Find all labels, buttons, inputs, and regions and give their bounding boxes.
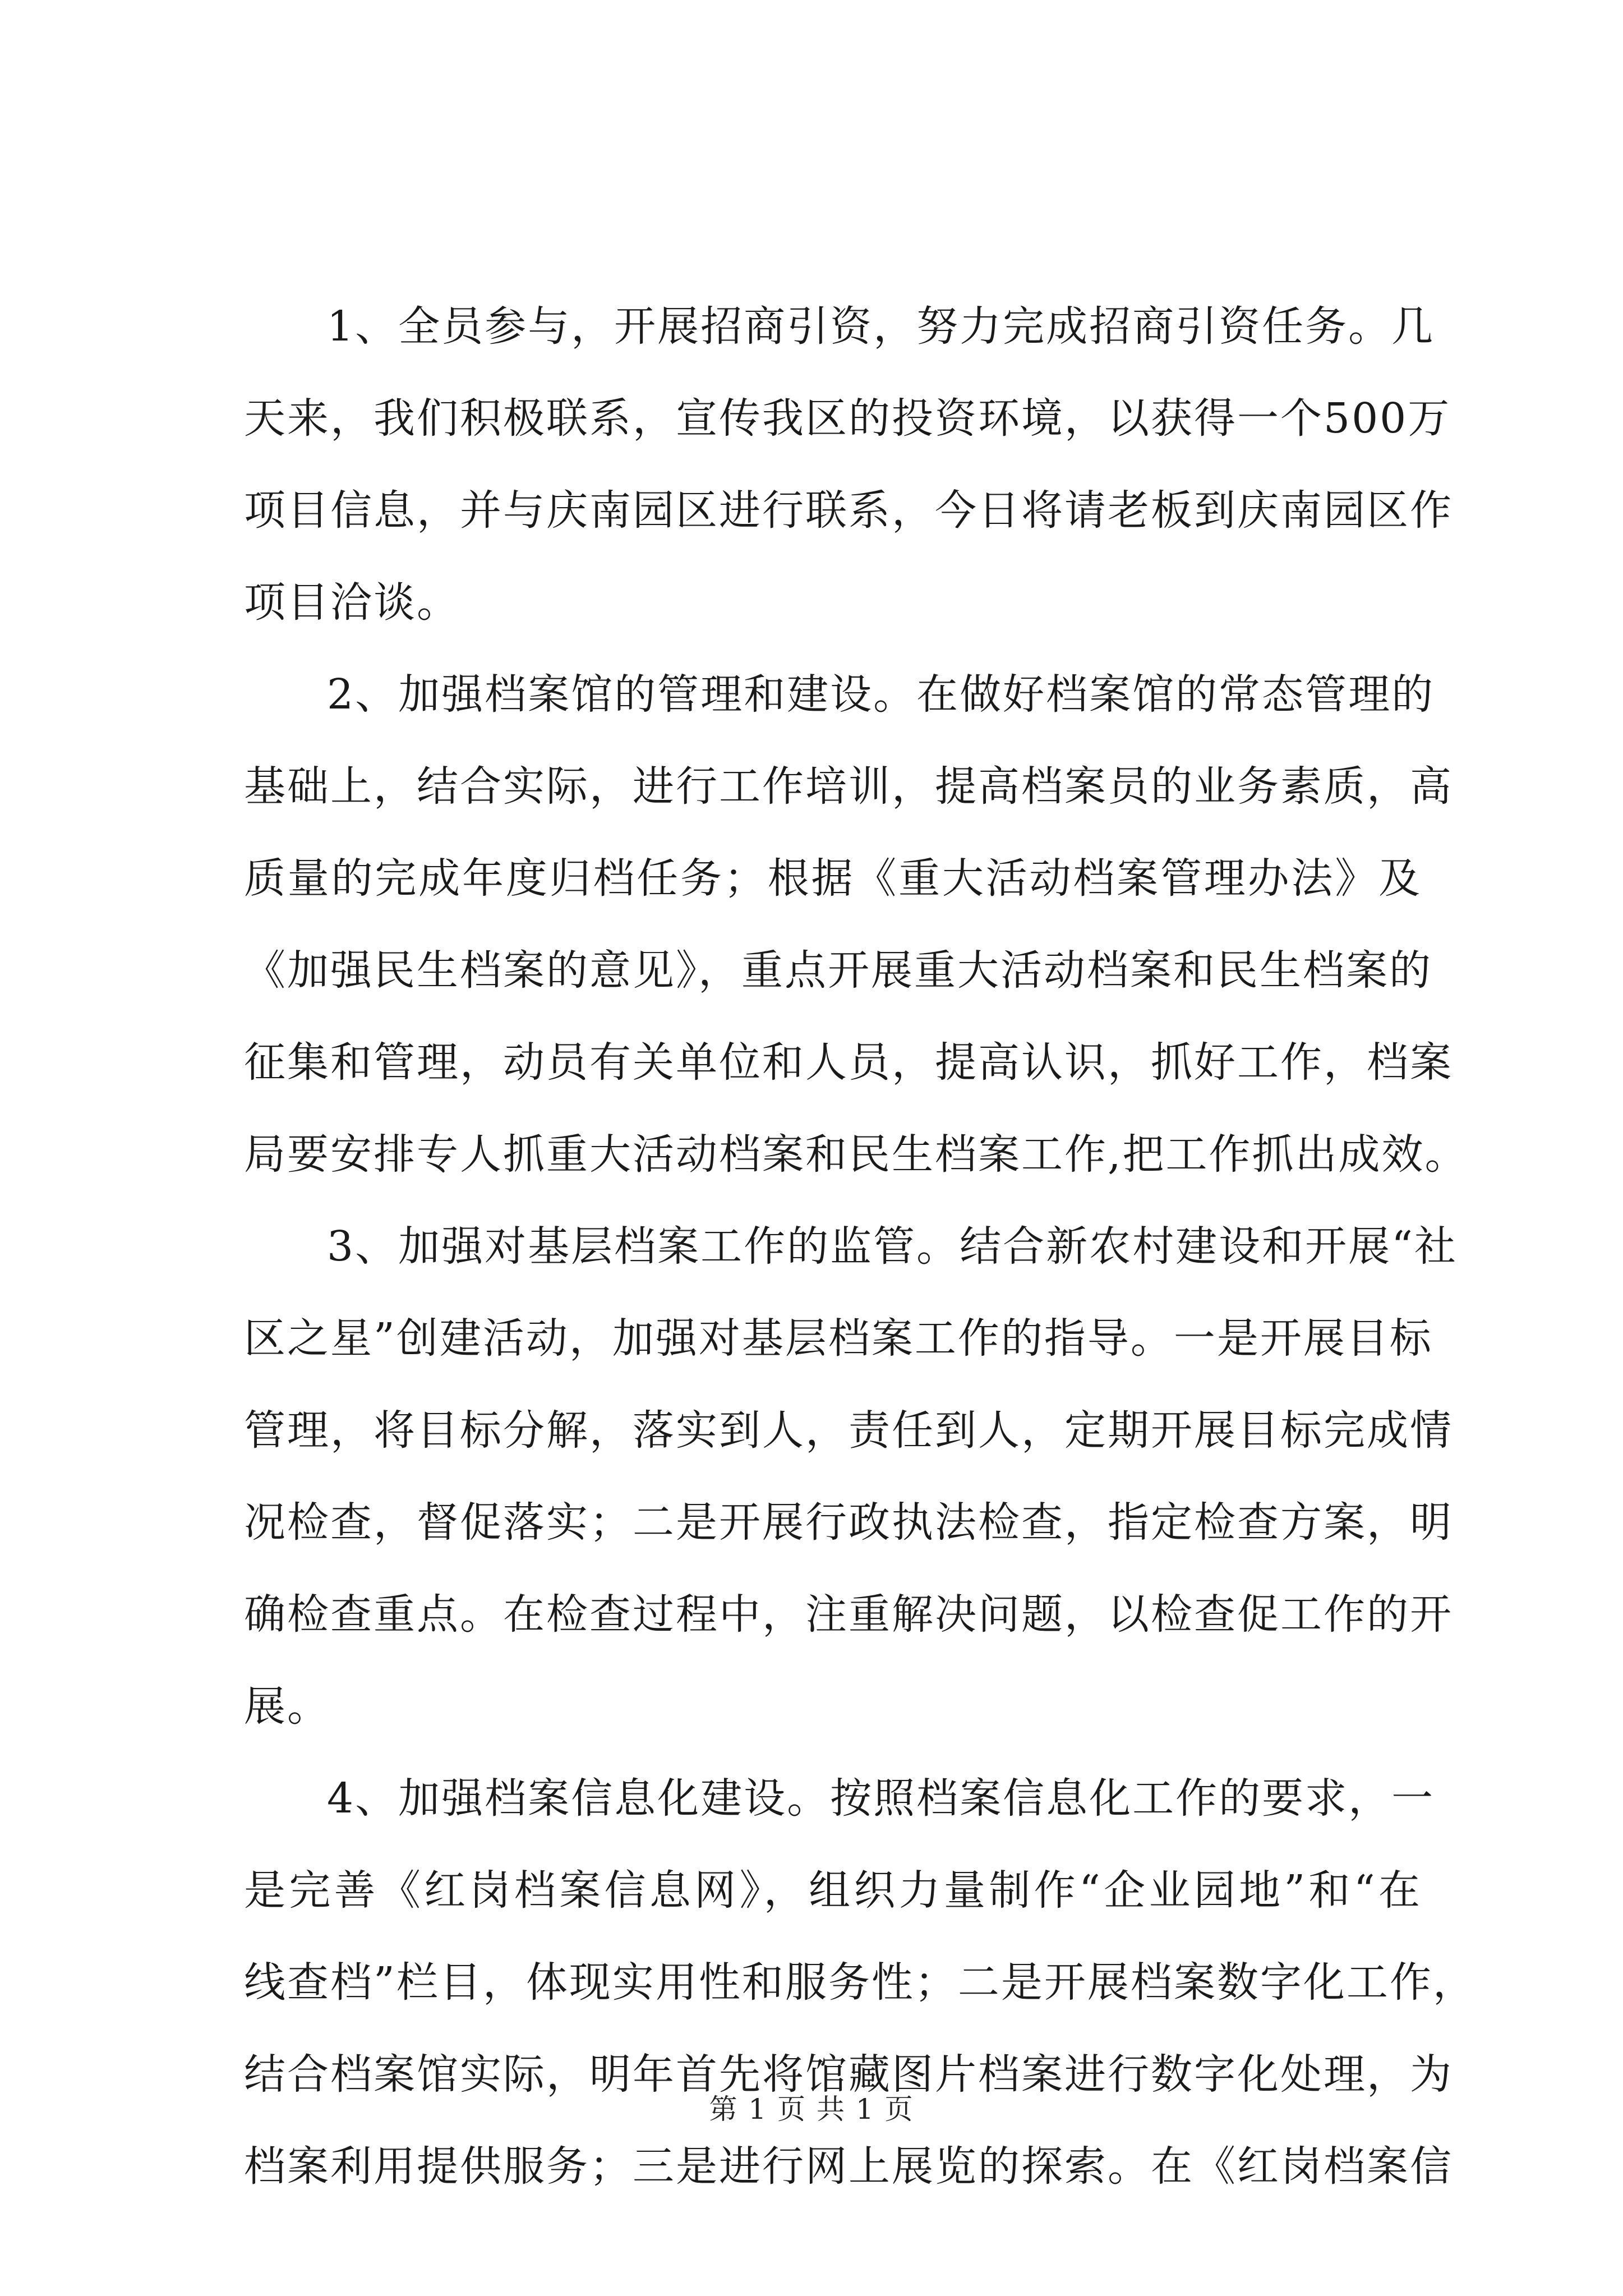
text-line: 4、加强档案信息化建设。按照档案信息化工作的要求，一 — [327, 1774, 1435, 1823]
paragraph-4 — [244, 1752, 1476, 2212]
text-line: 质量的完成年度归档任务；根据《重大活动档案管理办法》及 — [244, 854, 1422, 903]
text-line: 征集和管理，动员有关单位和人员，提高认识，抓好工作，档案 — [244, 1038, 1453, 1087]
text-line: 2、加强档案馆的管理和建设。在做好档案馆的常态管理的 — [327, 670, 1435, 719]
text-line: 项目信息，并与庆南园区进行联系，今日将请老板到庆南园区作 — [244, 486, 1453, 535]
text-line: 结合档案馆实际，明年首先将馆藏图片档案进行数字化处理，为 — [244, 2050, 1453, 2099]
text-line: 局要安排专人抓重大活动档案和民生档案工作,把工作抓出成效。 — [244, 1130, 1468, 1179]
page-footer — [0, 2087, 1623, 2127]
text-line: 《加强民生档案的意见》，重点开展重大活动档案和民生档案的 — [244, 946, 1432, 995]
text-line: 是完善《红岗档案信息网》，组织力量制作“企业园地”和“在 — [244, 1866, 1422, 1915]
text-line: 档案利用提供服务；三是进行网上展览的探索。在《红岗档案信 — [244, 2142, 1453, 2191]
paragraph-3 — [244, 1200, 1458, 1752]
paragraph-1 — [244, 280, 1453, 648]
text-line: 3、加强对基层档案工作的监管。结合新农村建设和开展“社 — [327, 1222, 1458, 1271]
text-line: 区之星”创建活动，加强对基层档案工作的指导。一是开展目标 — [244, 1314, 1433, 1363]
text-line: 展。 — [244, 1682, 330, 1731]
page-number-label: 第 1 页 共 1 页 — [709, 2093, 914, 2125]
text-line: 1、全员参与，开展招商引资，努力完成招商引资任务。几 — [327, 302, 1435, 351]
text-line: 线查档”栏目，体现实用性和服务性；二是开展档案数字化工作， — [244, 1958, 1476, 2007]
paragraph-2 — [244, 648, 1468, 1200]
text-line: 确检查重点。在检查过程中，注重解决问题，以检查促工作的开 — [244, 1590, 1453, 1639]
text-line: 管理，将目标分解，落实到人，责任到人，定期开展目标完成情 — [244, 1406, 1453, 1455]
text-line: 基础上，结合实际，进行工作培训，提高档案员的业务素质，高 — [244, 762, 1453, 811]
text-line: 项目洽谈。 — [244, 578, 460, 627]
document-body — [244, 280, 1476, 2212]
text-line: 况检查，督促落实；二是开展行政执法检查，指定检查方案，明 — [244, 1498, 1453, 1547]
text-line: 天来，我们积极联系，宣传我区的投资环境，以获得一个500万 — [244, 394, 1451, 443]
